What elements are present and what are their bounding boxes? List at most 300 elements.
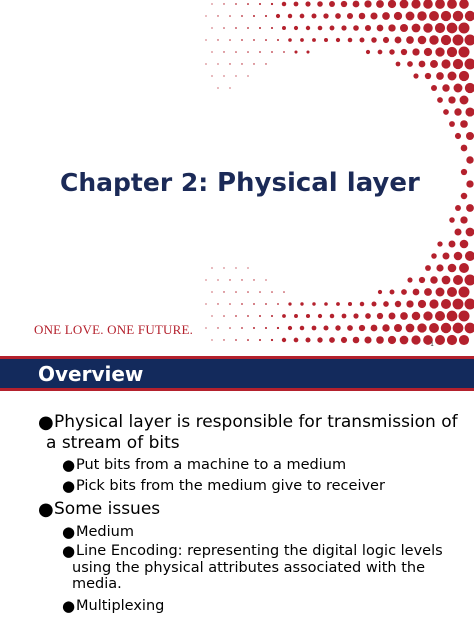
halftone-dot [395, 37, 402, 44]
bullet-dot-icon: ● [62, 477, 76, 495]
halftone-dot [400, 24, 408, 32]
halftone-dot [429, 11, 439, 21]
bullet-dot-icon: ● [62, 542, 76, 560]
halftone-dot [454, 252, 463, 261]
halftone-dot [406, 12, 415, 21]
halftone-dot [466, 180, 473, 187]
halftone-dot [329, 1, 335, 7]
halftone-dot [229, 279, 230, 280]
halftone-dot [449, 241, 456, 248]
halftone-dot [377, 25, 384, 32]
halftone-dot [423, 311, 432, 320]
halftone-dot [300, 302, 303, 305]
halftone-dot [461, 145, 468, 152]
halftone-dot [437, 97, 443, 103]
halftone-dot [430, 60, 438, 68]
halftone-dot [435, 0, 445, 9]
halftone-dot [283, 291, 285, 293]
halftone-dot [459, 335, 469, 345]
halftone-dot [353, 1, 360, 8]
halftone-dot [259, 291, 261, 293]
halftone-dot [453, 275, 463, 285]
halftone-dot [459, 287, 470, 298]
halftone-dot [417, 11, 426, 20]
halftone-dot [347, 13, 353, 19]
halftone-dot [435, 23, 445, 33]
halftone-dot [300, 326, 305, 331]
halftone-dot [217, 303, 218, 304]
halftone-dot [265, 303, 267, 305]
halftone-dot [376, 0, 384, 8]
chapter-title-main: Physical layer [216, 168, 420, 198]
halftone-dot [383, 37, 389, 43]
halftone-dot [317, 1, 323, 7]
halftone-dot [382, 12, 390, 20]
halftone-dot [429, 323, 439, 333]
halftone-dot [454, 84, 463, 93]
halftone-dot [466, 132, 474, 140]
halftone-dot [424, 288, 432, 296]
halftone-dot [265, 15, 267, 17]
halftone-dot [247, 51, 249, 53]
halftone-dot [448, 96, 455, 103]
halftone-dot [235, 291, 237, 293]
halftone-dot [465, 323, 474, 334]
halftone-dot [247, 339, 249, 341]
halftone-dot [277, 39, 279, 41]
halftone-dot [459, 311, 470, 322]
bullet-text: Some issues [54, 499, 161, 519]
sub-bullet-text: Medium [76, 524, 134, 540]
halftone-dot [324, 38, 328, 42]
halftone-dot [429, 35, 438, 44]
bullet-dot-icon: ● [62, 597, 76, 615]
halftone-dot [371, 325, 378, 332]
halftone-dot [372, 302, 377, 307]
halftone-dot [235, 27, 237, 29]
halftone-dot [294, 2, 299, 7]
halftone-dot [411, 335, 420, 344]
halftone-dot [205, 63, 206, 64]
halftone-dot [366, 50, 370, 54]
halftone-dot [465, 35, 474, 46]
halftone-dot [265, 39, 267, 41]
halftone-dot [465, 11, 474, 21]
halftone-dot [401, 289, 407, 295]
halftone-dot [277, 303, 279, 305]
halftone-dot [417, 323, 426, 332]
halftone-dot [247, 27, 249, 29]
halftone-dot [324, 302, 328, 306]
halftone-dot [235, 75, 236, 76]
halftone-dot [271, 51, 273, 53]
halftone-dot [447, 47, 457, 57]
halftone-dot [247, 315, 249, 317]
halftone-dot [253, 63, 254, 64]
halftone-dot [424, 48, 432, 56]
halftone-dot [306, 314, 310, 318]
halftone-dot [205, 279, 206, 280]
halftone-dot [419, 61, 426, 68]
halftone-dot [378, 50, 383, 55]
halftone-dot [294, 50, 297, 53]
halftone-dot [229, 303, 231, 305]
halftone-dot [353, 337, 360, 344]
halftone-dot [211, 3, 212, 4]
halftone-dot [431, 253, 437, 259]
halftone-dot [282, 26, 286, 30]
halftone-dot [229, 63, 230, 64]
halftone-dot [205, 303, 206, 304]
halftone-dot [336, 302, 340, 306]
bullet-dot-icon: ● [38, 412, 54, 433]
sub-bullet-text: Pick bits from the medium give to receiver [76, 478, 385, 494]
halftone-dot [294, 314, 298, 318]
halftone-dot [454, 228, 461, 235]
halftone-dot [288, 326, 292, 330]
halftone-dot [229, 15, 231, 17]
halftone-dot [389, 313, 396, 320]
halftone-dot [449, 121, 455, 127]
halftone-dot [294, 26, 298, 30]
halftone-dot [205, 327, 206, 328]
halftone-dot [329, 337, 335, 343]
halftone-dot [389, 49, 394, 54]
halftone-dot [353, 25, 359, 31]
halftone-dot [435, 47, 444, 56]
halftone-dot [370, 12, 377, 19]
halftone-dot [461, 193, 468, 200]
halftone-dot [353, 313, 358, 318]
halftone-dot [388, 336, 396, 344]
halftone-dot [443, 253, 450, 260]
halftone-dot [460, 96, 469, 105]
halftone-dot [377, 313, 383, 319]
halftone-dot [271, 3, 273, 5]
halftone-dot [282, 314, 286, 318]
halftone-dot [342, 314, 347, 319]
halftone-dot [265, 63, 266, 64]
halftone-dot [461, 169, 467, 175]
halftone-dot [229, 87, 230, 88]
halftone-dot [247, 75, 248, 76]
halftone-dot [211, 51, 212, 52]
halftone-dot [364, 336, 371, 343]
halftone-dot [429, 299, 438, 308]
halftone-dot [453, 323, 464, 334]
overview-header-bar [0, 356, 474, 388]
halftone-dot [400, 312, 408, 320]
halftone-dot [205, 15, 206, 16]
halftone-dot [259, 339, 261, 341]
halftone-dot [459, 263, 469, 273]
halftone-dot [217, 279, 218, 280]
halftone-dot [460, 240, 469, 249]
halftone-dot [305, 1, 310, 6]
halftone-dot [459, 71, 469, 81]
halftone-dot [306, 26, 310, 30]
halftone-dot [282, 338, 286, 342]
halftone-dot [401, 49, 407, 55]
halftone-dot [253, 327, 255, 329]
halftone-dot [371, 37, 377, 43]
halftone-dot [448, 264, 457, 273]
halftone-dot [360, 38, 365, 43]
halftone-dot [253, 39, 255, 41]
halftone-dot [441, 299, 451, 309]
halftone-dot [271, 339, 273, 341]
halftone-dot [447, 287, 457, 297]
halftone-dot [400, 336, 409, 345]
halftone-dot [211, 339, 212, 340]
halftone-dot [407, 277, 412, 282]
halftone-dot [241, 327, 243, 329]
halftone-dot [336, 38, 340, 42]
halftone-dot [335, 325, 340, 330]
halftone-dot [412, 312, 421, 321]
overview-heading: Overview [38, 362, 144, 386]
halftone-dot [223, 51, 224, 52]
halftone-dot [465, 299, 474, 310]
halftone-dot [253, 303, 255, 305]
halftone-dot [205, 39, 206, 40]
halftone-dot [217, 327, 218, 328]
halftone-dot [442, 276, 451, 285]
halftone-dot [465, 251, 474, 261]
halftone-dot [423, 23, 433, 33]
halftone-dot [460, 216, 467, 223]
halftone-dot [223, 315, 225, 317]
halftone-dot [271, 27, 273, 29]
halftone-dot [253, 279, 254, 280]
halftone-dot [247, 291, 249, 293]
halftone-dot [394, 12, 402, 20]
halftone-dot [383, 301, 389, 307]
halftone-dot [241, 303, 243, 305]
halftone-dot [455, 133, 461, 139]
halftone-dot [406, 36, 414, 44]
halftone-dot [400, 0, 409, 8]
halftone-dot [407, 61, 413, 67]
halftone-dot [418, 36, 427, 45]
halftone-dot [455, 205, 461, 211]
halftone-dot [441, 59, 450, 68]
halftone-dot [276, 14, 280, 18]
halftone-dot [447, 335, 457, 345]
halftone-dot [435, 311, 445, 321]
halftone-dot [241, 39, 243, 41]
halftone-dot [448, 72, 457, 81]
halftone-dot [418, 300, 426, 308]
halftone-dot [435, 335, 445, 345]
halftone-dot [223, 27, 225, 29]
halftone-dot [211, 27, 212, 28]
halftone-dot [241, 279, 242, 280]
halftone-dot [300, 14, 305, 19]
halftone-dot [453, 299, 464, 310]
halftone-dot [253, 15, 255, 17]
halftone-dot [247, 3, 249, 5]
halftone-dot [436, 288, 445, 297]
halftone-dot [406, 324, 415, 333]
halftone-dot [453, 35, 464, 46]
halftone-dot [247, 267, 248, 268]
halftone-dot [259, 3, 261, 5]
halftone-dot [413, 73, 418, 78]
halftone-dot [265, 327, 267, 329]
halftone-dot [318, 26, 323, 31]
halftone-dot [442, 84, 449, 91]
halftone-dot [217, 39, 218, 40]
sub-bullet-text: Put bits from a machine to a medium [76, 457, 347, 473]
halftone-dot [443, 109, 449, 115]
halftone-dot [423, 0, 433, 9]
halftone-dot [282, 2, 286, 6]
halftone-dot [217, 87, 218, 88]
halftone-dot [341, 25, 346, 30]
halftone-dot [394, 324, 402, 332]
halftone-dot [348, 38, 353, 43]
halftone-dot [441, 323, 451, 333]
halftone-dot [359, 13, 366, 20]
halftone-dot [460, 120, 468, 128]
halftone-dot [259, 51, 261, 53]
halftone-dot [382, 324, 389, 331]
halftone-dot [449, 217, 455, 223]
halftone-dot [223, 267, 224, 268]
halftone-dot [323, 325, 328, 330]
halftone-dot [459, 23, 470, 34]
halftone-dot [466, 228, 474, 237]
halftone-dot [436, 72, 444, 80]
halftone-dot [412, 48, 419, 55]
halftone-dot [396, 62, 401, 67]
halftone-dot [259, 315, 261, 317]
halftone-dot [312, 326, 317, 331]
halftone-dot [465, 275, 474, 286]
halftone-dot [283, 51, 285, 53]
halftone-dot [271, 291, 273, 293]
halftone-dot [365, 313, 371, 319]
halftone-dot [465, 83, 474, 93]
halftone-dot [447, 0, 457, 9]
halftone-dot [318, 314, 322, 318]
slide-number: 1 [430, 341, 434, 348]
halftone-dot [413, 289, 420, 296]
halftone-dot [465, 59, 474, 70]
halftone-dot [335, 13, 341, 19]
halftone-dot [412, 24, 421, 33]
halftone-dot [437, 241, 442, 246]
halftone-dot [312, 38, 316, 42]
halftone-dot [436, 264, 443, 271]
halftone-dot [459, 0, 469, 9]
halftone-dot [466, 156, 473, 163]
halftone-dot [406, 300, 413, 307]
halftone-dot [453, 59, 463, 69]
halftone-dot [211, 315, 212, 316]
halftone-dot [348, 302, 352, 306]
halftone-dot [388, 0, 396, 8]
halftone-dot [311, 13, 316, 18]
halftone-dot [305, 337, 310, 342]
halftone-dot [277, 327, 279, 329]
halftone-dot [312, 302, 315, 305]
halftone-dot [288, 38, 292, 42]
halftone-dot [223, 75, 224, 76]
halftone-dot [259, 27, 261, 29]
halftone-dot [330, 314, 335, 319]
halftone-dot [454, 108, 461, 115]
halftone-dot [288, 302, 291, 305]
university-slogan: ONE LOVE. ONE FUTURE. [34, 322, 194, 337]
halftone-dot [425, 73, 431, 79]
halftone-dot [395, 301, 401, 307]
halftone-dot [241, 15, 243, 17]
halftone-dot [360, 302, 364, 306]
chapter-title-prefix: Chapter 2: [60, 168, 217, 197]
halftone-dot [441, 35, 451, 45]
halftone-dot [211, 75, 212, 76]
halftone-dot [323, 13, 328, 18]
bullet-dot-icon: ● [38, 499, 54, 520]
halftone-dot [447, 311, 458, 322]
halftone-dot [294, 338, 299, 343]
halftone-dot [453, 11, 463, 21]
halftone-dot [223, 339, 224, 340]
halftone-dot [223, 3, 224, 4]
halftone-dot [217, 15, 218, 16]
halftone-dot [341, 1, 347, 7]
halftone-dot [447, 23, 458, 34]
halftone-dot [376, 336, 384, 344]
halftone-dot [217, 63, 218, 64]
bullet-dot-icon: ● [62, 456, 76, 474]
halftone-dot [359, 325, 365, 331]
halftone-dot [388, 24, 395, 31]
halftone-dot [265, 279, 266, 280]
halftone-dot [317, 337, 322, 342]
halftone-dot [347, 325, 353, 331]
halftone-dot [229, 39, 231, 41]
halftone-dot [411, 0, 420, 9]
halftone-dot [419, 277, 425, 283]
halftone-dot [378, 290, 382, 294]
halftone-dot [330, 26, 335, 31]
halftone-dot [365, 25, 371, 31]
halftone-dot [211, 267, 212, 268]
halftone-dot [430, 276, 437, 283]
halftone-dot [300, 38, 304, 42]
halftone-dot [271, 315, 273, 317]
halftone-dot [465, 107, 474, 116]
halftone-dot [235, 315, 237, 317]
halftone-dot [241, 63, 242, 64]
halftone-dot [235, 51, 237, 53]
bullet-dot-icon: ● [62, 523, 76, 541]
halftone-dot [441, 11, 451, 21]
halftone-dot [425, 265, 431, 271]
chapter-title [60, 168, 420, 198]
halftone-dot [229, 327, 231, 329]
halftone-dot [431, 85, 437, 91]
sub-bullet-text: Line Encoding: representing the digital logic levels using the physical attributes associated with the media. [72, 543, 443, 592]
sub-bullet-text: Multiplexing [76, 598, 165, 614]
halftone-dot [235, 3, 237, 5]
halftone-dot [466, 204, 474, 212]
header-divider [0, 388, 474, 391]
halftone-dot [223, 291, 224, 292]
